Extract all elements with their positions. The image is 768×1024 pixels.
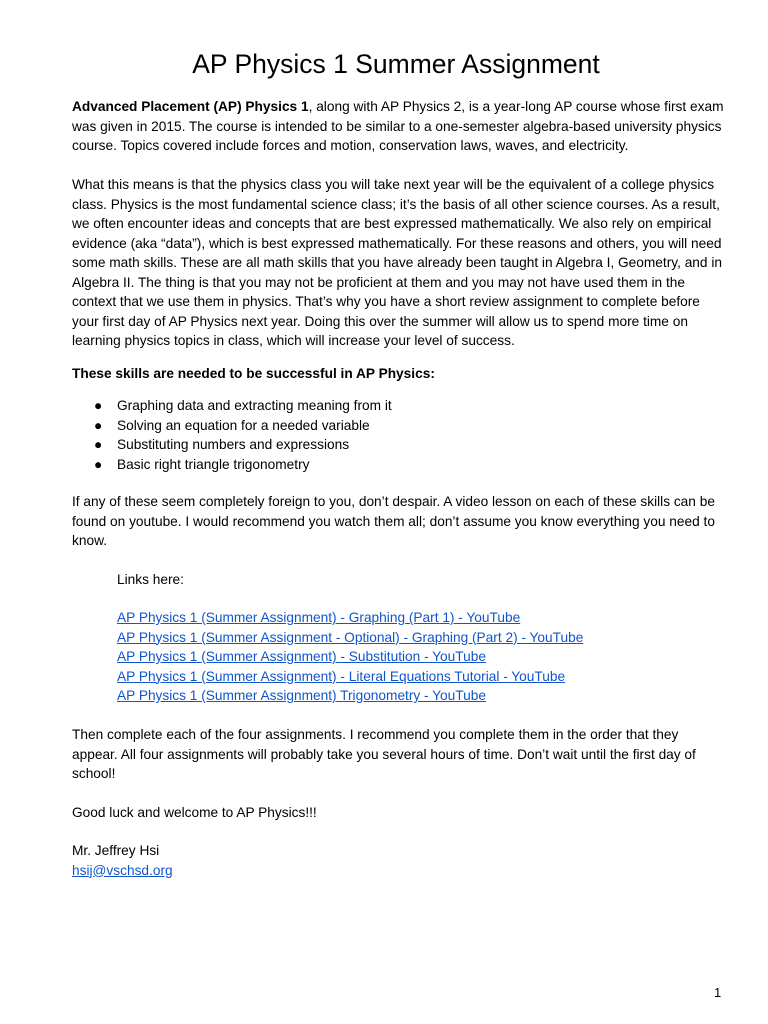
bullet-icon: ● xyxy=(94,417,103,433)
link-substitution[interactable]: AP Physics 1 (Summer Assignment) - Substitution - YouTube xyxy=(117,649,486,664)
email-link[interactable]: hsij@vschsd.org xyxy=(72,862,173,878)
skills-heading: These skills are needed to be successful in AP Physics: xyxy=(72,366,435,381)
links-label: Links here: xyxy=(117,572,184,587)
link-literal-equations[interactable]: AP Physics 1 (Summer Assignment) - Literal Equations Tutorial - YouTube xyxy=(117,668,566,684)
bullet-icon: ● xyxy=(94,456,103,472)
list-item: ● Graphing data and extracting meaning from it xyxy=(72,396,392,416)
instructions-paragraph: Then complete each of the four assignments. I recommend you complete them in the order that they appear. All four assignments will probably take you several hours of time. Don’t wait until the first day of school! xyxy=(72,727,696,781)
list-item: ● Solving an equation for a needed variable xyxy=(72,416,392,436)
foreign-paragraph: If any of these seem completely foreign to you, don’t despair. A video lesson on each of these skills can be found on youtube. I would recommend you watch them all; don’t assume you know everything you need to know. xyxy=(72,494,715,548)
list-item: ● Basic right triangle trigonometry xyxy=(72,455,392,475)
page-number: 1 xyxy=(714,985,722,1000)
bullet-icon: ● xyxy=(94,398,103,413)
link-graphing-part-1[interactable]: AP Physics 1 (Summer Assignment) - Graphing (Part 1) - YouTube xyxy=(117,610,521,625)
document-title: AP Physics 1 Summer Assignment xyxy=(192,49,600,79)
good-luck-line: Good luck and welcome to AP Physics!!! xyxy=(72,805,317,820)
bullet-icon: ● xyxy=(94,437,103,452)
link-graphing-part-2[interactable]: AP Physics 1 (Summer Assignment - Optional) - Graphing (Part 2) - YouTube xyxy=(117,629,584,645)
skills-list xyxy=(72,396,392,474)
signature-block xyxy=(72,841,173,880)
intro-paragraph xyxy=(72,97,724,156)
intro-bold-lead: Advanced Placement (AP) Physics 1 xyxy=(72,99,309,114)
link-trigonometry[interactable]: AP Physics 1 (Summer Assignment) Trigonometry - YouTube xyxy=(117,688,486,703)
signature-name: Mr. Jeffrey Hsi xyxy=(72,843,160,858)
links-list xyxy=(117,608,583,706)
explanation-paragraph: What this means is that the physics class you will take next year will be the equivalent of a college physics class. Physics is the most fundamental science class; it’s the basis of all other science courses. As a result, we often encounter ideas and concepts that are best expressed mathematically. We also rely on empirical evidence (aka “data”), which is best expressed mathematically. For these reasons and others, you will need some math skills. These are all math skills that you have already been taught in Algebra I, Geometry, and in Algebra II. The thing is that you may not be proficient at them and you may not have used them in the context that we use them in physics. That’s why you have a short review assignment to complete before your first day of AP Physics next year. Doing this over the summer will allow us to spend more time on learning physics topics in class, which will increase your level of success. xyxy=(72,177,722,348)
intro-rest: , along with AP Physics 2, is a year-long AP course whose first exam was given in 2015. The course is intended to be similar to a one-semester algebra-based university physics course. Topics covered include forces and motion, conservation laws, waves, and electricity. xyxy=(72,99,724,153)
list-item: ● Substituting numbers and expressions xyxy=(72,435,392,455)
